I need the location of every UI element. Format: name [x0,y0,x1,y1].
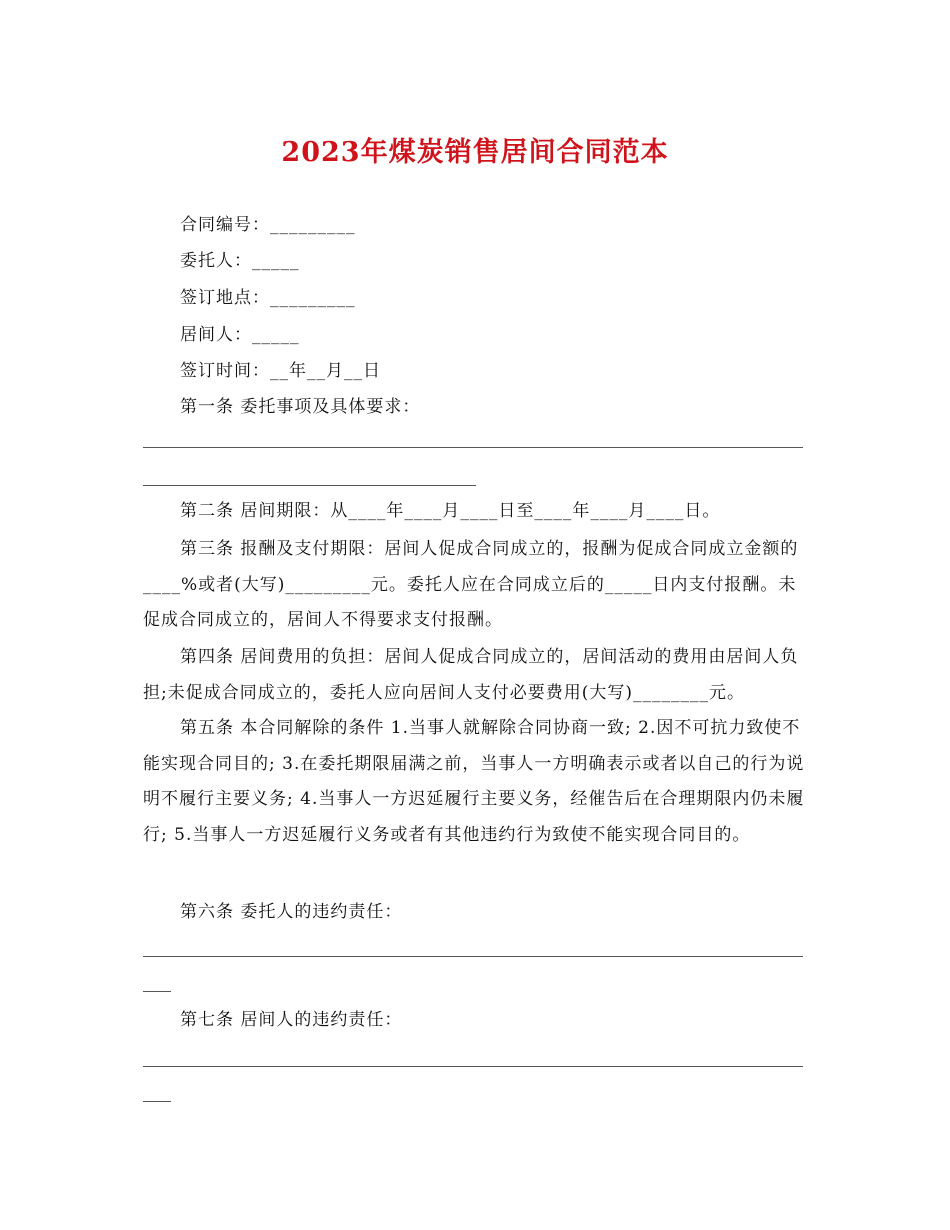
page-title: 2023年煤炭销售居间合同范本 [281,137,669,168]
article-6: 第六条 委托人的违约责任： [180,902,403,922]
blank-line [143,1066,803,1067]
sign-time-field: 签订时间：__年__月__日 [180,361,381,381]
broker-field: 居间人：_____ [180,325,300,345]
blank-line [143,447,803,448]
sign-place-field: 签订地点：_________ [180,288,356,308]
blank-line [143,991,171,992]
blank-line [143,485,476,486]
article-1: 第一条 委托事项及具体要求： [180,397,421,417]
article-5: 第五条 本合同解除的条件 1.当事人就解除合同协商一致; 2.因不可抗力致使不能实现合同目的; 3.在委托期限届满之前，当事人一方明确表示或者以自己的行为说明不履行主要义务; 4.当事人一方迟延履行主要义务，经催告后在合理期限内仍未履行; 5.当事人一方迟延履行义务或者有其他违约行为致使不能实现合同目的。 [143,718,805,845]
blank-line [143,956,803,957]
contract-number-field: 合同编号：_________ [180,215,356,235]
client-field: 委托人：_____ [180,251,300,271]
article-3: 第三条 报酬及支付期限：居间人促成合同成立的，报酬为促成合同成立金额的____%或者(大写)_________元。委托人应在合同成立后的_____日内支付报酬。未促成合同成立的，居间人不得要求支付报酬。 [143,539,799,630]
article-2: 第二条 居间期限：从____年____月____日至____年____月____日。 [180,501,721,521]
blank-line [143,1101,171,1102]
article-7: 第七条 居间人的违约责任： [180,1010,403,1030]
article-4: 第四条 居间费用的负担：居间人促成合同成立的，居间活动的费用由居间人负担;未促成合同成立的，委托人应向居间人支付必要费用(大写)________元。 [143,647,799,703]
